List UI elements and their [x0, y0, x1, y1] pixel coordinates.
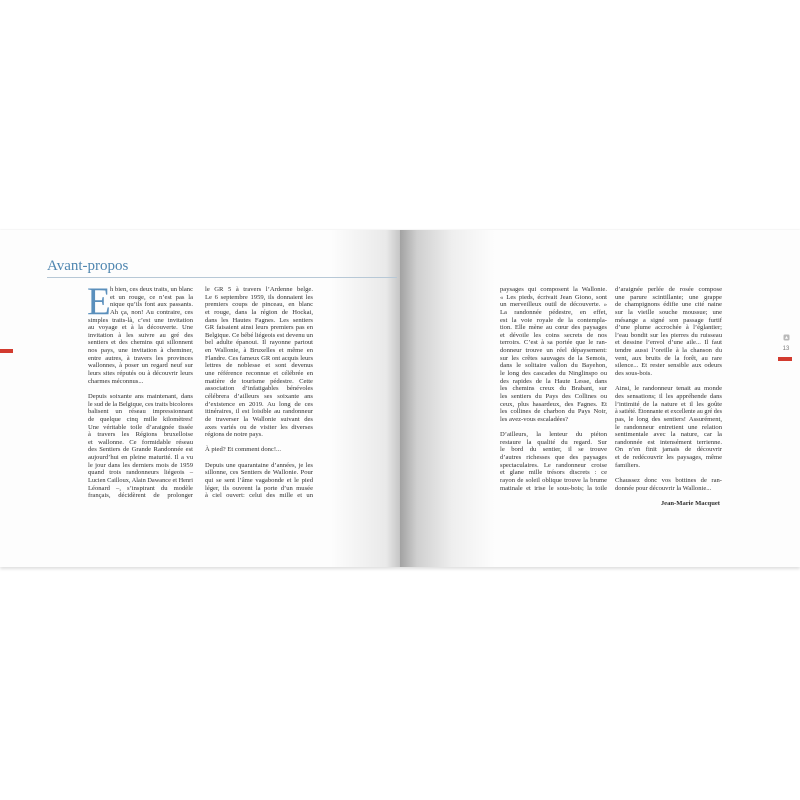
text-line: association d’infatigables bénévoles — [205, 385, 313, 393]
paragraph — [205, 462, 313, 500]
text-line: le long des cascades du Ninglinspo ou — [500, 370, 607, 378]
section-heading: Avant-propos — [47, 258, 129, 274]
text-line: et de redécouvrir les paysages, même — [615, 454, 722, 462]
text-line: des sous-bois. — [615, 370, 652, 378]
text-line: Depuis une quarantaine d’années, je les — [205, 461, 313, 469]
text-line: itinéraires, il est loisible au randonneur — [205, 408, 313, 416]
text-line: le bord du sentier, il se trouve — [500, 446, 607, 454]
text-line: au voyage et à la découverte. Une — [88, 324, 193, 332]
left-column-1 — [87, 280, 193, 500]
paragraph — [615, 385, 722, 469]
text-line: des Sentiers de Grande Randonnée est — [88, 446, 193, 454]
text-line: le GR 5 à travers l’Ardenne belge. — [205, 286, 313, 293]
text-line: et dévoile les coins secrets de nos — [500, 331, 607, 339]
text-line: Chaussez donc vos bottines de ran- — [615, 477, 722, 485]
drop-cap: E — [87, 280, 111, 323]
text-line: Depuis soixante ans maintenant, dans — [88, 392, 193, 400]
text-line: et glane mille trésors discrets : ce — [500, 469, 607, 477]
text-line: de quelque cinq mille kilomètres! — [88, 415, 193, 423]
text-line: h bien, ces deux traits, un blanc — [110, 286, 193, 293]
text-line: d’araignée perlée de rosée compose — [615, 286, 722, 293]
text-line: On n’en finit jamais de découvrir — [615, 446, 722, 454]
text-line: D’ailleurs, la lenteur du piéton — [500, 431, 607, 439]
text-line: donneur trouve un réel dépaysement: — [500, 347, 607, 355]
text-line: les avez-vous escaladées? — [500, 415, 569, 423]
text-line: célébrera d’ailleurs ses soixante ans — [205, 392, 313, 400]
paragraph — [615, 286, 722, 378]
text-line: et wallonne. Ce formidable réseau — [88, 438, 193, 446]
text-line: sentimentale avec la nature, car la — [615, 431, 722, 439]
text-line: « Les pieds, écrivait Jean Giono, sont — [500, 293, 607, 301]
text-line: Ah ça, non! Au contraire, ces — [110, 308, 193, 316]
text-line: dans le solitaire vallon du Bayehon, — [500, 362, 607, 370]
text-line: À pied? Et comment donc!... — [205, 446, 281, 454]
text-line: premiers coups de pinceau, en blanc — [205, 301, 313, 309]
left-page — [0, 230, 400, 567]
text-line: spectaculaires. Le randonneur croise — [500, 461, 607, 469]
text-line: Lucien Cailloux, Alain Dawance et Henri — [88, 477, 193, 485]
right-column-2 — [615, 286, 722, 508]
right-column-1 — [500, 286, 607, 492]
text-line: de champignons édifie une cité naine — [615, 301, 722, 309]
paragraph — [500, 286, 607, 424]
text-line: et dessine l’envol d’une aile... Il faut — [615, 339, 722, 347]
paragraph — [205, 286, 313, 439]
right-page — [400, 230, 800, 567]
paragraph — [205, 446, 313, 454]
text-line: terroirs. C’est à sa portée que le ran- — [500, 339, 607, 347]
text-line: Ainsi, le randonneur tenait au monde — [615, 385, 722, 393]
text-line: lettres de noblesse et sont devenus — [205, 362, 313, 370]
text-line: ceux, plus hasardeux, des Fagnes. Et — [500, 400, 607, 408]
right-column-2-text — [615, 286, 722, 492]
text-line: Le 6 septembre 1959, ils donnaient les — [205, 293, 313, 301]
text-line: silence... Et rester sensible aux odeurs — [615, 362, 722, 370]
text-line: est la voie royale de la contempla- — [500, 316, 607, 324]
text-line: Belgique. Ce bébé liégeois est devenu un — [205, 331, 313, 339]
text-line: entre autres, à travers les provinces — [88, 354, 193, 362]
text-line: La randonnée pédestre, en effet, — [500, 308, 607, 316]
text-line: familiers. — [615, 461, 641, 469]
text-line: wallonnes, à poser un regard neuf sur — [88, 362, 193, 370]
text-line: français, décidèrent de prolonger — [88, 492, 193, 500]
text-line: sur les crêtes sauvages de la Semois, — [500, 354, 607, 362]
text-line: à travers les Régions bruxelloise — [88, 431, 193, 439]
text-line: donnée pour découvrir la Wallonie... — [615, 484, 712, 492]
edge-marker-right — [778, 357, 792, 361]
text-line: d’existence en 2019. Au long de ces — [205, 400, 313, 408]
page-emblem-icon — [783, 334, 790, 341]
text-line: leurs sites réputés ou à découvrir leurs — [88, 370, 193, 378]
text-line: sillonne, ces Sentiers de Wallonie. Pour — [205, 469, 313, 477]
text-line: restaure la qualité du regard. Sur — [500, 438, 607, 446]
text-line: tendre aussi l’oreille à la chanson du — [615, 347, 722, 355]
text-line: balisent un réseau impressionnant — [88, 408, 193, 416]
heading-rule — [47, 277, 397, 278]
text-line: bel adulte épanoui. Il rayonne partout — [205, 339, 313, 347]
text-line: pas, le long des sentiers! Assurément, — [615, 415, 722, 423]
text-line: GR faisaient ainsi leurs premiers pas en — [205, 324, 313, 332]
book-spread — [0, 230, 800, 567]
text-line: une parure scintillante; une grappe — [615, 293, 722, 301]
text-line: à satiété. Étonnante et excellente au gré des — [615, 408, 722, 416]
text-line: les chemins creux du Brabant, sur — [500, 385, 607, 393]
text-line: d’autres richesses que des paysages — [500, 454, 607, 462]
text-line: paysages qui composent la Wallonie. — [500, 286, 607, 293]
text-line: un merveilleux outil de découverte. » — [500, 301, 607, 309]
text-line: matinale et irise le sous-bois; la toile — [500, 484, 607, 492]
text-line: nos pays, une invitation à cheminer, — [88, 347, 193, 355]
text-line: Flandre. Ces fameux GR ont acquis leurs — [205, 354, 313, 362]
text-line: dans les Hautes Fagnes. Les sentiers — [205, 316, 313, 324]
author-signature: Jean-Marie Macquet — [660, 499, 720, 507]
left-column-2 — [205, 286, 313, 500]
edge-marker-left — [0, 349, 13, 353]
text-line: tion. Elle mène au cœur des paysages — [500, 324, 607, 332]
text-line: le sud de la Belgique, ces traits bicolores — [88, 400, 193, 408]
text-line: Léonard –, s’inspirant du modèle — [88, 484, 193, 492]
text-line: invitation à les suivre au gré des — [88, 331, 193, 339]
text-line: à ciel ouvert: celui des mille et un — [205, 492, 313, 500]
text-line: et rouge, dans la région de Hockai, — [205, 308, 313, 316]
paragraph — [88, 393, 193, 500]
text-line: rayon de soleil oblique trouve la brume — [500, 477, 607, 485]
text-line: en Wallonie, à Bruxelles et même en — [205, 347, 313, 355]
text-line: sur la vieille souche moussue; une — [615, 308, 722, 316]
text-line: le jour dans les derniers mois de 1959 — [88, 461, 193, 469]
text-line: mésange a signé son passage furtif — [615, 316, 722, 324]
paragraph — [500, 431, 607, 492]
text-line: d’une plume accrochée à l’églantier; — [615, 324, 722, 332]
text-line: simples traits-là, c’est une invitation — [88, 316, 193, 324]
text-line: régions de notre pays. — [205, 431, 263, 439]
text-line: les collines de charbon du Pays Noir, — [500, 408, 607, 416]
text-line: charmes méconnus... — [88, 377, 144, 385]
text-line: l’eau bondit sur les pierres du ruisseau — [615, 331, 722, 339]
text-line: axes variés ou de visiter les diverses — [205, 423, 313, 431]
text-line: aujourd’hui en pleine maturité. Il a vu — [88, 454, 193, 462]
text-line: vent, aux bruits de la forêt, au rare — [615, 354, 722, 362]
text-line: qui se sent l’âme vagabonde et le pied — [205, 477, 313, 485]
page-number: 13 — [782, 346, 790, 352]
paragraph — [615, 477, 722, 492]
text-line: de traverser la Wallonie suivant des — [205, 415, 313, 423]
text-line: Une véritable toile d’araignée tissée — [88, 423, 193, 431]
text-line: quand trois randonneurs liégeois – — [88, 469, 193, 477]
text-line: des rapides de la Haute Lesse, dans — [500, 377, 607, 385]
text-line: des sensations; il les appréhende dans — [615, 392, 722, 400]
text-line: matière de tourisme pédestre. Cette — [205, 377, 313, 385]
text-line: le randonneur entretient une relation — [615, 423, 722, 431]
gutter-shadow-left — [330, 230, 400, 567]
text-line: randonnée est intensément terrienne. — [615, 438, 722, 446]
text-line: et un rouge, ce n’est pas la — [110, 293, 193, 301]
text-line: les sentiers du Pays des Collines ou — [500, 392, 607, 400]
text-line: sentiers et des chemins qui sillonnent — [88, 339, 193, 347]
text-line: nique qu’ils font aux passants. — [110, 301, 193, 309]
gutter-shadow-right — [400, 230, 495, 567]
text-line: l’intimité de la nature et il les goûte — [615, 400, 722, 408]
text-line: léger, ils ouvrent la porte d’un musée — [205, 484, 313, 492]
text-line: une référence reconnue et célébrée en — [205, 370, 313, 378]
